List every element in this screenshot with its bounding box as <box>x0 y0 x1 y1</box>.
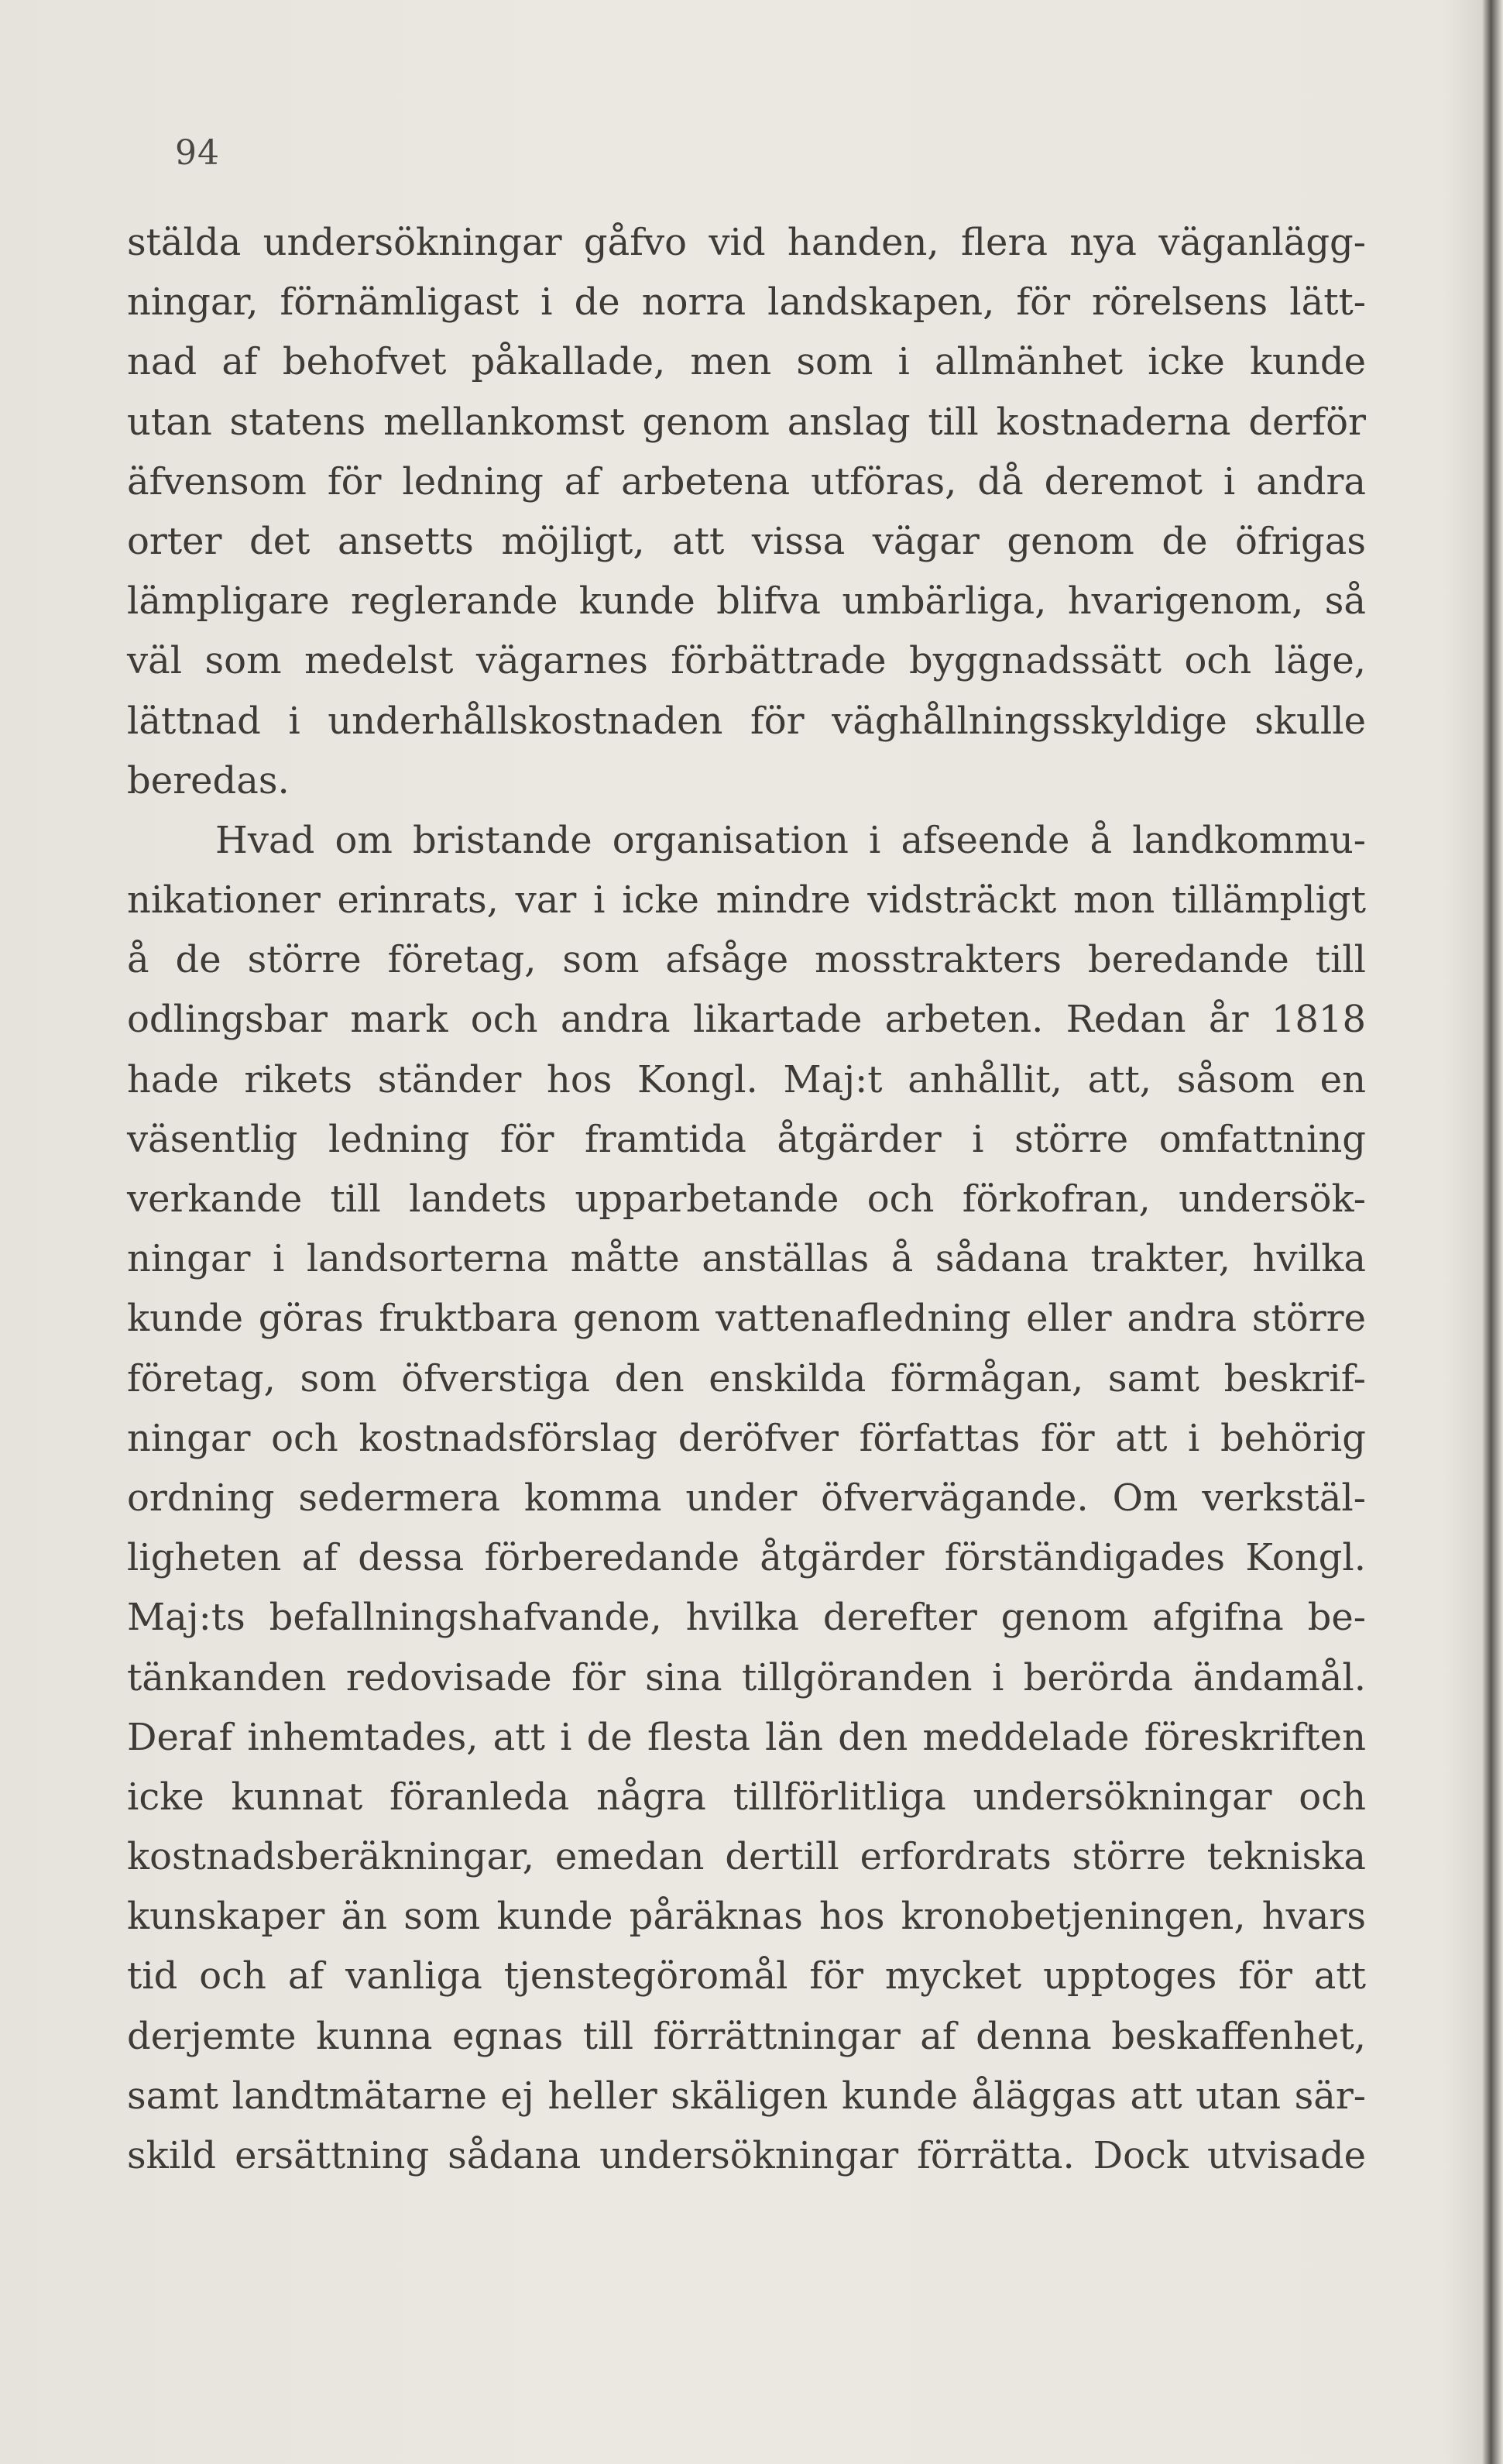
text-line: skild ersättning sådana undersökningar förrätta. Dock utvisade <box>127 2134 1366 2177</box>
text-line: företag, som öfverstiga den enskilda förmågan, samt beskrif- <box>127 1356 1366 1400</box>
text-line: lättnad i underhållskostnaden för väghållningsskyldige skulle <box>127 699 1366 743</box>
text-line: ligheten af dessa förberedande åtgärder förständigades Kongl. <box>127 1536 1366 1580</box>
text-line: kunskaper än som kunde påräknas hos kronobetjeningen, hvars <box>127 1895 1366 1939</box>
text-line: Maj:ts befallningshafvande, hvilka derefter genom afgifna be- <box>127 1596 1366 1640</box>
text-line: derjemte kunna egnas till förrättningar af denna beskaffenhet, <box>127 2014 1366 2058</box>
text-line: utan statens mellankomst genom anslag till kostnaderna derför <box>127 400 1366 444</box>
text-line: lämpligare reglerande kunde blifva umbärliga, hvarigenom, så <box>127 579 1366 624</box>
text-line: väl som medelst vägarnes förbättrade byggnadssätt och läge, <box>127 639 1366 683</box>
text-line: nikationer erinrats, var i icke mindre vidsträckt mon tillämpligt <box>127 878 1366 923</box>
text-line: kostnadsberäkningar, emedan dertill erfordrats större tekniska <box>127 1835 1366 1879</box>
text-line: väsentlig ledning för framtida åtgärder i större omfattning <box>127 1117 1366 1161</box>
text-line: ningar i landsorterna måtte anställas å sådana trakter, hvilka <box>127 1237 1366 1281</box>
text-line: icke kunnat föranleda några tillförlitliga undersökningar och <box>127 1775 1366 1819</box>
text-line: samt landtmätarne ej heller skäligen kunde åläggas att utan sär- <box>127 2074 1366 2118</box>
paragraph-start-line: Hvad om bristande organisation i afseende å landkommu- <box>215 818 1366 862</box>
page-number: 94 <box>175 133 220 173</box>
body-text <box>127 213 1366 2186</box>
text-line: verkande till landets upparbetande och förkofran, undersök- <box>127 1177 1366 1221</box>
text-line: kunde göras fruktbara genom vattenafledning eller andra större <box>127 1297 1366 1341</box>
text-line: tid och af vanliga tjenstegöromål för mycket upptoges för att <box>127 1954 1366 1998</box>
text-line: hade rikets ständer hos Kongl. Maj:t anhållit, att, såsom en <box>127 1057 1366 1101</box>
text-line: nad af behofvet påkallade, men som i allmänhet icke kunde <box>127 340 1366 384</box>
text-line: ningar, förnämligast i de norra landskapen, för rörelsens lätt- <box>127 280 1366 325</box>
text-line: stälda undersökningar gåfvo vid handen, flera nya väganlägg- <box>127 221 1366 264</box>
text-line: äfvensom för ledning af arbetena utföras, då deremot i andra <box>127 459 1366 503</box>
text-line: å de större företag, som afsåge mosstrakters beredande till <box>127 938 1366 982</box>
text-line: odlingsbar mark och andra likartade arbeten. Redan år 1818 <box>127 998 1366 1042</box>
text-line: ningar och kostnadsförslag deröfver författas för att i behörig <box>127 1416 1366 1460</box>
paragraph-end-line: beredas. <box>127 758 290 802</box>
text-line: orter det ansetts möjligt, att vissa vägar genom de öfrigas <box>127 519 1366 563</box>
text-line: tänkanden redovisade för sina tillgöranden i berörda ändamål. <box>127 1655 1366 1699</box>
text-line: Deraf inhemtades, att i de flesta län den meddelade föreskriften <box>127 1715 1366 1759</box>
text-line: ordning sedermera komma under öfvervägande. Om verkstäl- <box>127 1476 1366 1520</box>
